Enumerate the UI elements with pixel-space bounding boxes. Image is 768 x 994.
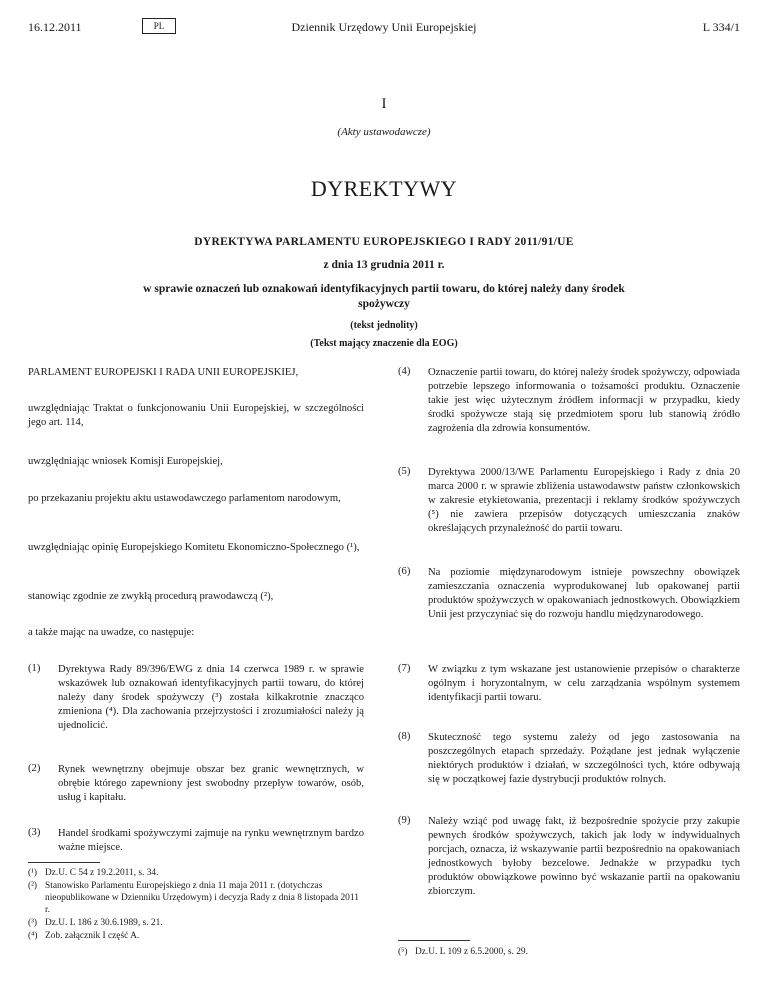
directive-date: z dnia 13 grudnia 2011 r. bbox=[323, 259, 445, 271]
acts-label: (Akty ustawodawcze) bbox=[337, 126, 431, 138]
recital-number: (3) bbox=[28, 827, 41, 838]
recital-number: (4) bbox=[398, 366, 411, 377]
footnote-divider bbox=[398, 940, 470, 941]
journal-name: Dziennik Urzędowy Unii Europejskiej bbox=[291, 20, 477, 34]
footnote-mark: (⁵) bbox=[398, 947, 408, 957]
recital-8-text: Skuteczność tego systemu zależy od jego zastosowania na poszczególnych etapach sprzedaży. Pożądane jest jednak wyłączenie niektórych produktów i działań, w szczególności tych, które odbywają się w początkowej fazie dystrybucji produktów rolnych. bbox=[428, 732, 740, 785]
directive-subject-line1: w sprawie oznaczeń lub oznakowań identyfikacyjnych partii towaru, do której należy dany środek bbox=[143, 283, 625, 295]
footnote-text: Dz.U. L 186 z 30.6.1989, s. 21. bbox=[45, 918, 163, 928]
preamble-treaty: uwzględniając Traktat o funkcjonowaniu Unii Europejskiej, w szczególności jego art. 114, bbox=[28, 403, 364, 428]
recital-3-text: Handel środkami spożywczymi zajmuje na rynku wewnętrznym bardzo ważne miejsce. bbox=[58, 828, 364, 853]
recital-4-text: Oznaczenie partii towaru, do której należy środek spożywczy, odpowiada potrzebie lepszego informowania o tożsamości produktu. Oznaczenie takie jest więc użytecznym źródłem informacji w przypadku, kiedy środki spożywcze stają się przedmiotem sporu lub stanowią źródło zagrożenia dla zdrowia konsumentów. bbox=[428, 367, 740, 434]
footnote-text: Stanowisko Parlamentu Europejskiego z dnia 11 maja 2011 r. (dotychczas nieopublikowane w Dzienniku Urzędowym) i decyzja Rady z dnia 8 listopada 2011 r. bbox=[45, 881, 359, 915]
preamble-commission: uwzględniając wniosek Komisji Europejskiej, bbox=[28, 456, 223, 467]
recital-6-text: Na poziomie międzynarodowym istnieje powszechny obowiązek zamieszczania oznaczenia wyprodukowanej lub opakowanej partii produktów spożywczych w opakowaniach jednostkowych. Obowiązkiem Unii jest przyczyniać się do rozwoju handlu międzynarodowego. bbox=[428, 567, 740, 620]
preamble-whereas: a także mając na uwadze, co następuje: bbox=[28, 627, 195, 638]
preamble-procedure: stanowiąc zgodnie ze zwykłą procedurą prawodawczą (²), bbox=[28, 591, 274, 602]
footnote-mark: (³) bbox=[28, 918, 38, 928]
consolidated-label: (tekst jednolity) bbox=[350, 320, 418, 331]
recital-number: (7) bbox=[398, 663, 411, 674]
page-reference: L 334/1 bbox=[702, 20, 740, 34]
section-roman-numeral: I bbox=[381, 96, 387, 112]
recital-number: (9) bbox=[398, 815, 411, 826]
footnote-text: Dz.U. C 54 z 19.2.2011, s. 34. bbox=[45, 868, 159, 878]
footnote-mark: (²) bbox=[28, 881, 38, 891]
recital-number: (8) bbox=[398, 731, 411, 742]
footnote-text: Zob. załącznik I część A. bbox=[45, 931, 140, 941]
recital-5-text: Dyrektywa 2000/13/WE Parlamentu Europejskiego i Rady z dnia 20 marca 2000 r. w sprawie zbliżenia ustawodawstw państw członkowskich w zakresie etykietowania, prezentacji i reklamy środków spożywczych (⁵) nie zawiera przepisów dotyczących umieszczania znaków określających przynależność do partii towaru. bbox=[428, 467, 740, 534]
preamble-national-parliaments: po przekazaniu projektu aktu ustawodawczego parlamentom narodowym, bbox=[28, 493, 341, 504]
recital-1-text: Dyrektywa Rady 89/396/EWG z dnia 14 czerwca 1989 r. w sprawie wskazówek lub oznakowań identyfikacyjnych partii towaru, do której należy dany środek spożywczy (³) została kilkakrotnie znacząco zmieniona (⁴). Dla zachowania przejrzystości i zrozumiałości należy ją ujednolicić. bbox=[58, 664, 364, 731]
eea-label: (Tekst mający znaczenie dla EOG) bbox=[310, 338, 458, 349]
recital-9-text: Należy wziąć pod uwagę fakt, iż bezpośrednie spożycie przy zakupie pewnych środków spożywczych, takich jak lody w indywidualnych porcjach, oznacza, iż wskazywanie partii bezpośrednio na opakowaniach jednostkowych byłoby bezcelowe. Jednakże w przypadku tych produktów obowiązkowe powinno być wskazanie partii na opakowaniu zbiorczym. bbox=[428, 816, 740, 897]
preamble-committee-opinion: uwzględniając opinię Europejskiego Komitetu Ekonomiczno-Społecznego (¹), bbox=[28, 542, 360, 553]
recital-number: (1) bbox=[28, 663, 41, 674]
recital-number: (5) bbox=[398, 466, 411, 477]
recital-number: (2) bbox=[28, 763, 41, 774]
directive-title: DYREKTYWA PARLAMENTU EUROPEJSKIEGO I RADY 2011/91/UE bbox=[194, 236, 574, 248]
language-badge: PL bbox=[142, 18, 176, 34]
footnote-mark: (⁴) bbox=[28, 931, 38, 941]
recital-7-text: W związku z tym wskazane jest ustanowienie przepisów o charakterze ogólnym i horyzontalnym, w celu zarządzania wspólnym systemem identyfikacji partii towaru. bbox=[428, 664, 740, 703]
publication-date: 16.12.2011 bbox=[28, 20, 82, 34]
directive-subject-line2: spożywczy bbox=[358, 298, 410, 310]
recital-2-text: Rynek wewnętrzny obejmuje obszar bez granic wewnętrznych, w obrębie którego zapewniony jest swobodny przepływ towarów, osób, usług i kapitału. bbox=[58, 764, 364, 803]
recital-number: (6) bbox=[398, 566, 411, 577]
preamble-parliament: PARLAMENT EUROPEJSKI I RADA UNII EUROPEJSKIEJ, bbox=[28, 367, 299, 378]
category-heading: DYREKTYWY bbox=[310, 176, 458, 201]
footnote-divider bbox=[28, 862, 100, 863]
footnote-text: Dz.U. L 109 z 6.5.2000, s. 29. bbox=[415, 947, 528, 957]
footnote-mark: (¹) bbox=[28, 868, 38, 878]
